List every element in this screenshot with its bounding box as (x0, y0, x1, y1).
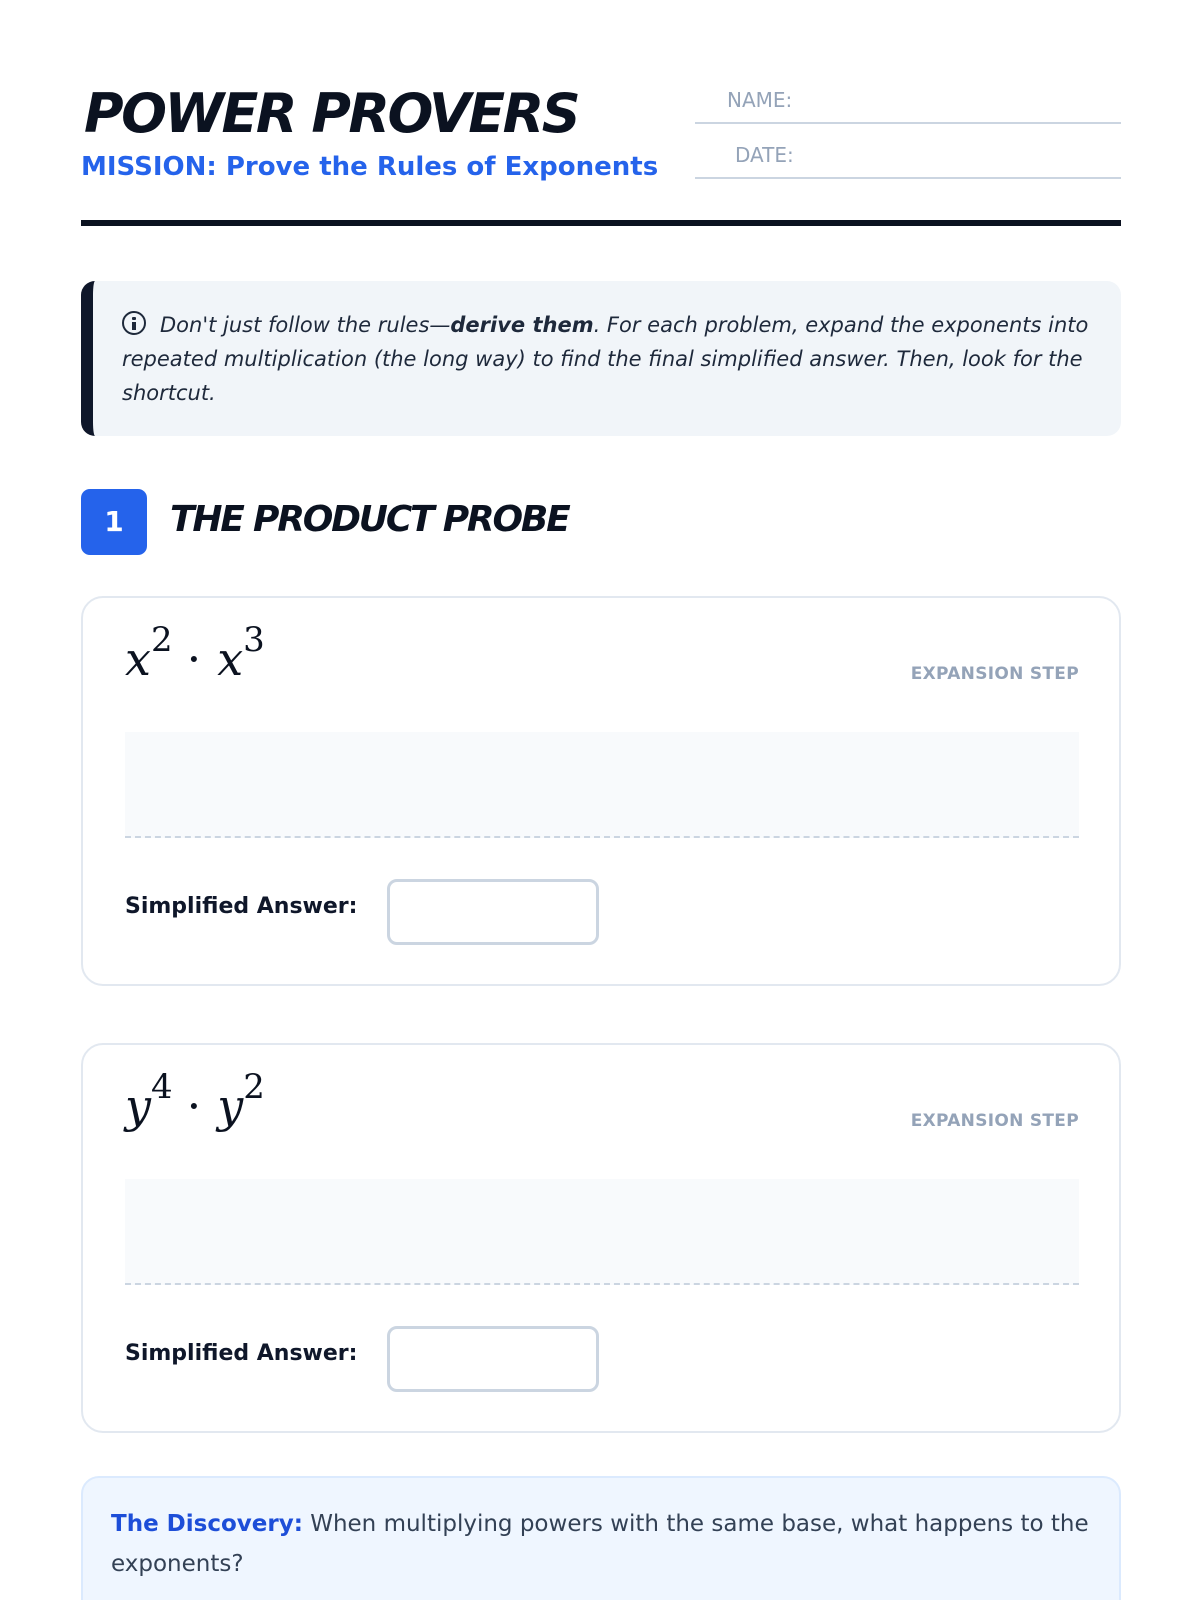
mission-subtitle: MISSION: Prove the Rules of Exponents (81, 152, 659, 182)
discovery-question: When multiplying powers with the same base, what happens to the exponents? (111, 1511, 1089, 1577)
name-field[interactable] (695, 78, 1121, 124)
discovery-box (81, 1476, 1121, 1600)
date-label: DATE: (735, 143, 794, 167)
instructions-callout (81, 281, 1121, 436)
discovery-text (111, 1504, 1093, 1584)
date-field[interactable] (695, 133, 1121, 179)
problem-expression: $x^2 \cdot x^3$ (125, 620, 265, 686)
problem-card (81, 596, 1121, 986)
instructions-text: Don't just follow the rules—derive them. For each problem, expand the exponents into repeated multiplication (the long way) to find the final simplified answer. Then, look for the shortcut. (122, 313, 1089, 405)
simplified-answer-label: Simplified Answer: (125, 1341, 358, 1366)
expansion-work-area[interactable] (125, 732, 1079, 838)
worksheet-title: POWER PROVERS (84, 82, 579, 145)
header-divider (81, 220, 1121, 226)
problem-card (81, 1043, 1121, 1433)
simplified-answer-input[interactable] (387, 1326, 599, 1392)
simplified-answer-label: Simplified Answer: (125, 894, 358, 919)
info-icon (122, 311, 146, 335)
discovery-lead: The Discovery: (111, 1511, 303, 1537)
section-title: THE PRODUCT PROBE (170, 499, 569, 540)
worksheet-header (81, 78, 1121, 228)
expansion-step-label: EXPANSION STEP (910, 664, 1079, 684)
expansion-work-area[interactable] (125, 1179, 1079, 1285)
expansion-step-label: EXPANSION STEP (910, 1111, 1079, 1131)
name-label: NAME: (727, 88, 793, 112)
problem-expression: $y^4 \cdot y^2$ (125, 1067, 265, 1133)
section-number-badge: 1 (81, 489, 147, 555)
simplified-answer-input[interactable] (387, 879, 599, 945)
